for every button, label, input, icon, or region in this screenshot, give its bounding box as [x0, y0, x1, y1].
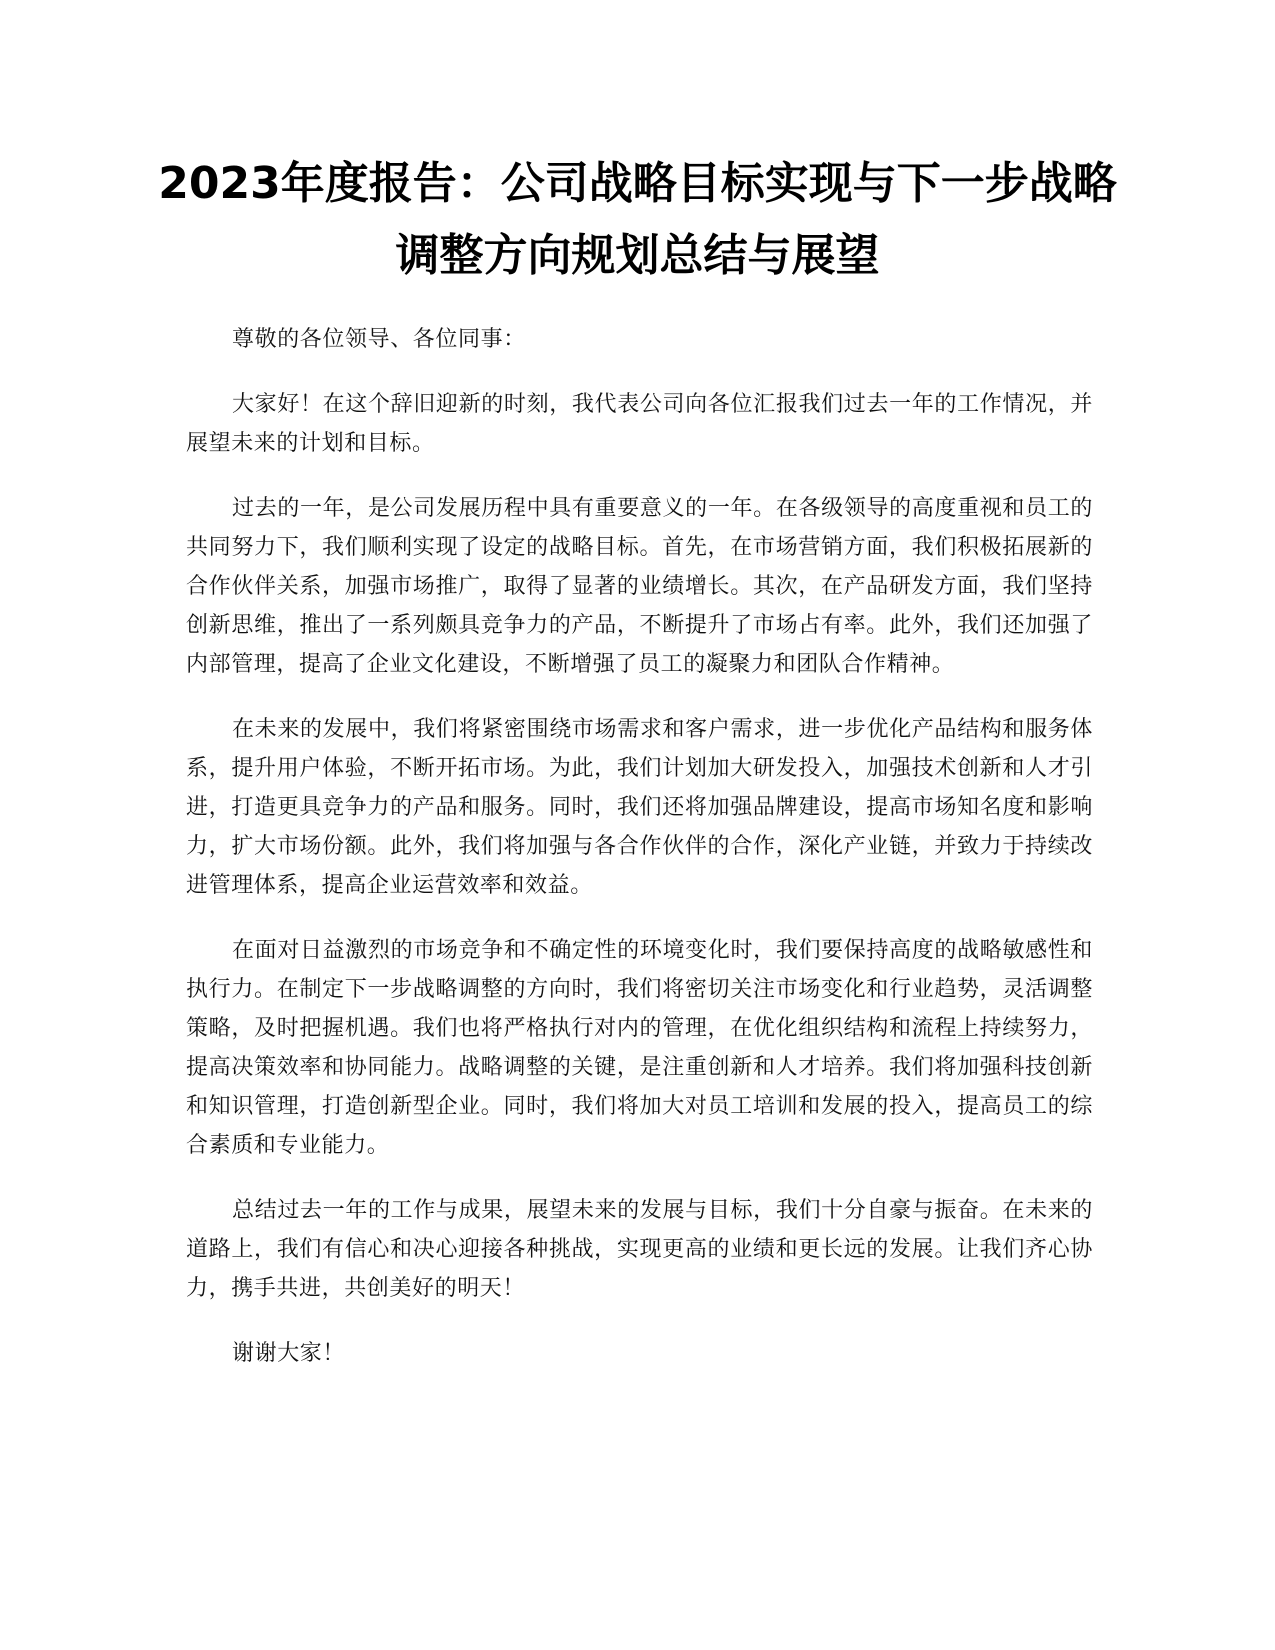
paragraph: 大家好！在这个辞旧迎新的时刻，我代表公司向各位汇报我们过去一年的工作情况，并展望未来的计划和目标。	[186, 392, 1093, 456]
document-title: 2023年度报告：公司战略目标实现与下一步战略调整方向规划总结与展望	[158, 158, 1117, 281]
closing: 谢谢大家！	[232, 1341, 346, 1366]
paragraph: 总结过去一年的工作与成果，展望未来的发展与目标，我们十分自豪与振奋。在未来的道路上，我们有信心和决心迎接各种挑战，实现更高的业绩和更长远的发展。让我们齐心协力，携手共进，共创美好的明天！	[186, 1198, 1093, 1301]
paragraph: 在未来的发展中，我们将紧密围绕市场需求和客户需求，进一步优化产品结构和服务体系，提升用户体验，不断开拓市场。为此，我们计划加大研发投入，加强技术创新和人才引进，打造更具竞争力的产品和服务。同时，我们还将加强品牌建设，提高市场知名度和影响力，扩大市场份额。此外，我们将加强与各合作伙伴的合作，深化产业链，并致力于持续改进管理体系，提高企业运营效率和效益。	[186, 717, 1093, 898]
paragraph: 在面对日益激烈的市场竞争和不确定性的环境变化时，我们要保持高度的战略敏感性和执行力。在制定下一步战略调整的方向时，我们将密切关注市场变化和行业趋势，灵活调整策略，及时把握机遇。我们也将严格执行对内的管理，在优化组织结构和流程上持续努力，提高决策效率和协同能力。战略调整的关键，是注重创新和人才培养。我们将加强科技创新和知识管理，打造创新型企业。同时，我们将加大对员工培训和发展的投入，提高员工的综合素质和专业能力。	[186, 938, 1093, 1158]
salutation: 尊敬的各位领导、各位同事：	[232, 327, 526, 352]
document-body	[186, 320, 1093, 1399]
paragraph: 过去的一年，是公司发展历程中具有重要意义的一年。在各级领导的高度重视和员工的共同努力下，我们顺利实现了设定的战略目标。首先，在市场营销方面，我们积极拓展新的合作伙伴关系，加强市场推广，取得了显著的业绩增长。其次，在产品研发方面，我们坚持创新思维，推出了一系列颇具竞争力的产品，不断提升了市场占有率。此外，我们还加强了内部管理，提高了企业文化建设，不断增强了员工的凝聚力和团队合作精神。	[186, 496, 1093, 677]
